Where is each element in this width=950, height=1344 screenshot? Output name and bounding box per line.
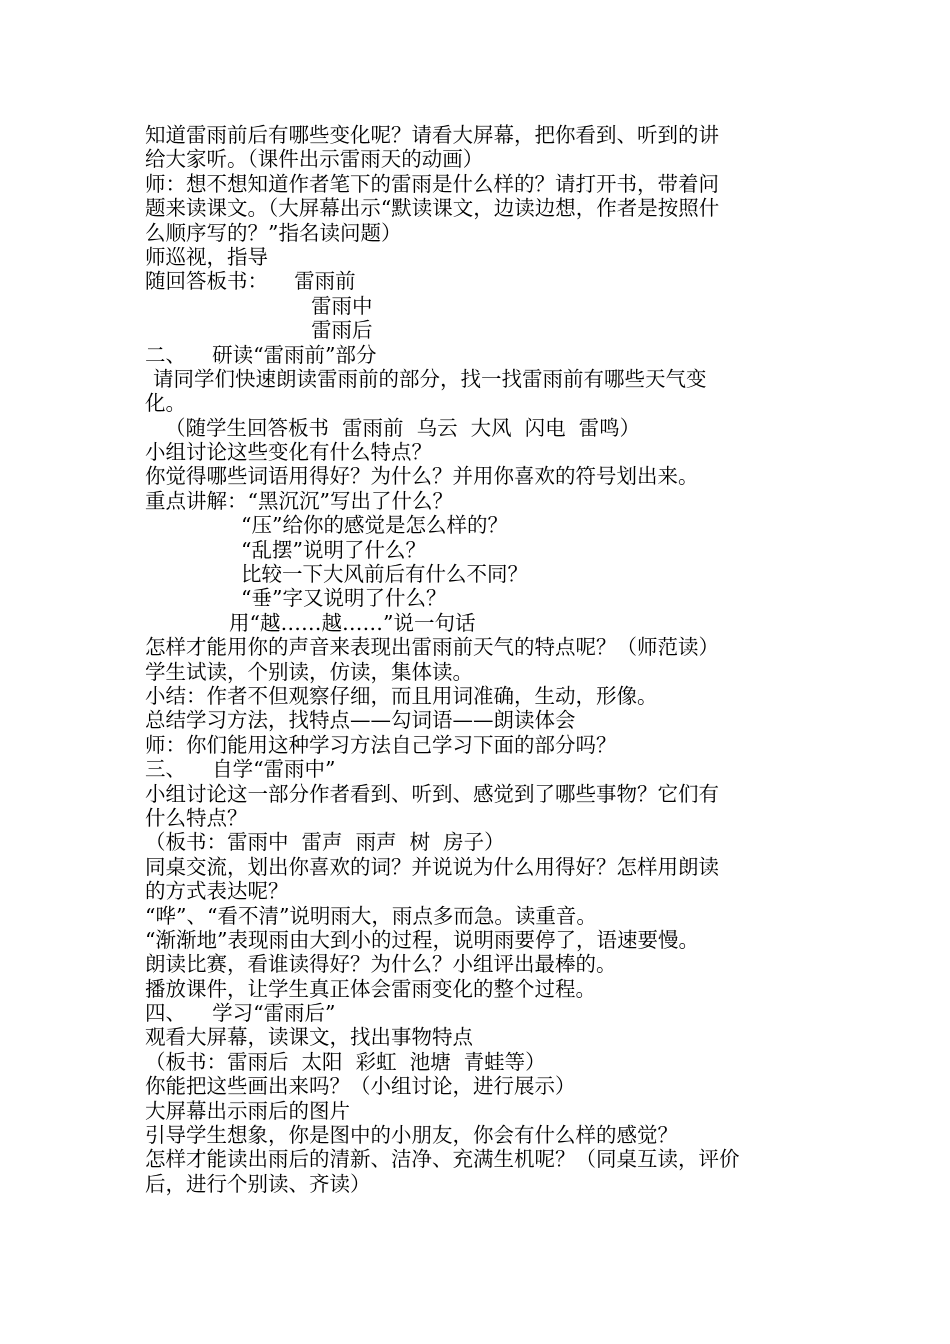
text-line: 什么特点？ bbox=[145, 805, 248, 830]
section-heading: 三、 自学“雷雨中” bbox=[145, 757, 336, 782]
text-line: 引导学生想象，你是图中的小朋友，你会有什么样的感觉？ bbox=[145, 1123, 678, 1148]
text-line: 你觉得哪些词语用得好？为什么？并用你喜欢的符号划出来。 bbox=[145, 464, 699, 489]
text-line: 你能把这些画出来吗？（小组讨论，进行展示） bbox=[145, 1074, 576, 1099]
text-line: 怎样才能用你的声音来表现出雷雨前天气的特点呢？（师范读） bbox=[145, 635, 719, 660]
text-line: 么顺序写的？”指名读问题） bbox=[145, 220, 402, 245]
text-line: 小组讨论这些变化有什么特点？ bbox=[145, 440, 432, 465]
text-line: 播放课件，让学生真正体会雷雨变化的整个过程。 bbox=[145, 976, 596, 1001]
text-line: （板书：雷雨中 雷声 雨声 树 房子） bbox=[145, 830, 505, 855]
text-line: 知道雷雨前后有哪些变化呢？请看大屏幕，把你看到、听到的讲 bbox=[145, 123, 719, 147]
text-line: 朗读比赛，看谁读得好？为什么？小组评出最棒的。 bbox=[145, 952, 617, 977]
text-line: “乱摆”说明了什么？ bbox=[241, 537, 426, 562]
text-line: 题来读课文。（大屏幕出示“默读课文，边读边想，作者是按照什 bbox=[145, 196, 720, 221]
text-line: 随回答板书： 雷雨前 bbox=[145, 269, 356, 294]
text-line: 师：想不想知道作者笔下的雷雨是什么样的？请打开书，带着问 bbox=[145, 171, 719, 196]
text-line: 学生试读，个别读，仿读，集体读。 bbox=[145, 659, 473, 684]
text-line: 后，进行个别读、齐读） bbox=[145, 1171, 371, 1196]
text-line: “哗”、“看不清”说明雨大，雨点多而急。读重音。 bbox=[145, 903, 597, 928]
text-line: 师：你们能用这种学习方法自己学习下面的部分吗？ bbox=[145, 732, 617, 757]
section-heading: 二、 研读“雷雨前”部分 bbox=[145, 342, 377, 367]
text-line: （随学生回答板书 雷雨前 乌云 大风 闪电 雷鸣） bbox=[165, 415, 641, 440]
text-line: “垂”字又说明了什么？ bbox=[241, 586, 447, 611]
text-line: 请同学们快速朗读雷雨前的部分，找一找雷雨前有哪些天气变 bbox=[153, 366, 707, 391]
text-line: 小结：作者不但观察仔细，而且用词准确，生动，形像。 bbox=[145, 683, 658, 708]
text-line: 用“越……越……”说一句话 bbox=[229, 610, 476, 635]
text-line: 的方式表达呢？ bbox=[145, 879, 289, 904]
text-line: 雷雨中 bbox=[311, 293, 373, 318]
text-line: 比较一下大风前后有什么不同？ bbox=[241, 562, 528, 587]
text-line: 怎样才能读出雨后的清新、洁净、充满生机呢？（同桌互读，评价 bbox=[145, 1147, 740, 1172]
text-line: 雷雨后 bbox=[311, 318, 373, 343]
text-line: 小组讨论这一部分作者看到、听到、感觉到了哪些事物？它们有 bbox=[145, 781, 719, 806]
text-line: 总结学习方法，找特点——勾词语——朗读体会 bbox=[145, 708, 576, 733]
text-line: 观看大屏幕，读课文，找出事物特点 bbox=[145, 1025, 473, 1050]
text-line: “压”给你的感觉是怎么样的？ bbox=[241, 513, 508, 538]
text-line: （板书：雷雨后 太阳 彩虹 池塘 青蛙等） bbox=[145, 1049, 546, 1074]
text-line: 化。 bbox=[145, 391, 186, 416]
text-line: 给大家听。（课件出示雷雨天的动画） bbox=[145, 147, 484, 172]
text-line: 同桌交流，划出你喜欢的词？并说说为什么用得好？怎样用朗读 bbox=[145, 854, 719, 879]
text-line: 重点讲解：“黑沉沉”写出了什么？ bbox=[145, 488, 453, 513]
text-line: 师巡视，指导 bbox=[145, 244, 268, 269]
text-line: 大屏幕出示雨后的图片 bbox=[145, 1098, 350, 1123]
text-line: “渐渐地”表现雨由大到小的过程，说明雨要停了，语速要慢。 bbox=[145, 927, 699, 952]
document-body bbox=[145, 123, 815, 1196]
section-heading: 四、 学习“雷雨后” bbox=[145, 1001, 336, 1026]
